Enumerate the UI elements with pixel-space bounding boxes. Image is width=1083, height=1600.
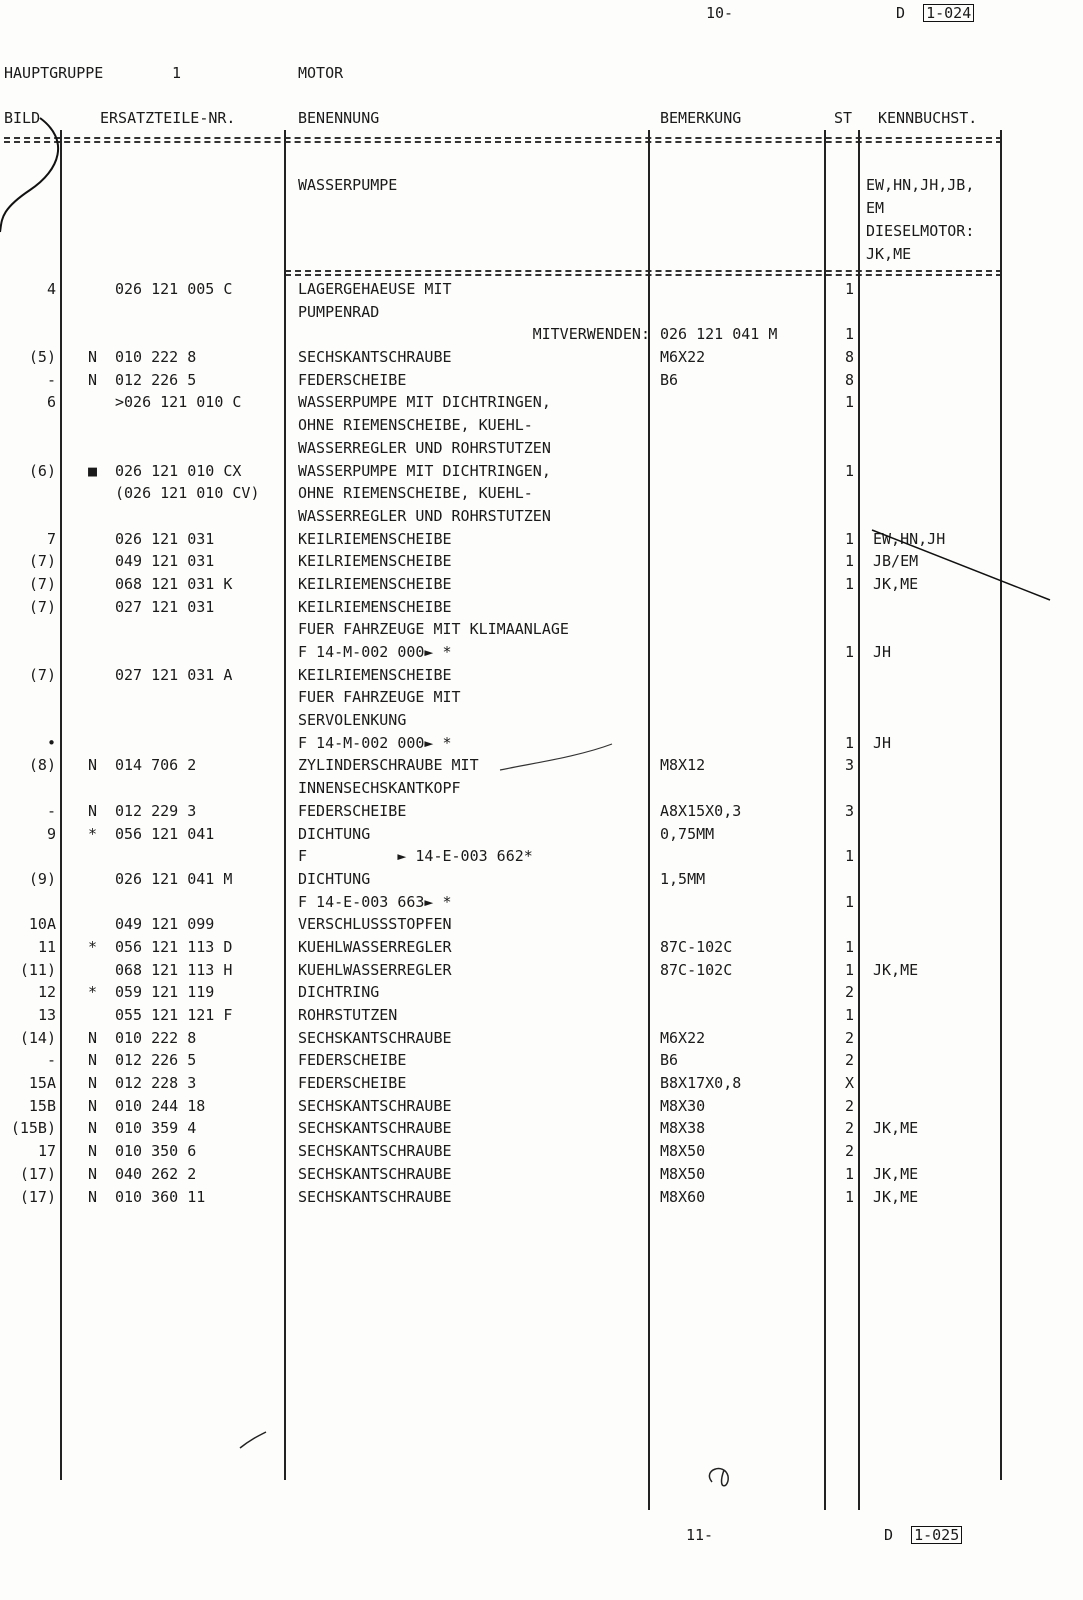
top-ref-prefix: D bbox=[896, 4, 906, 22]
row-name: WASSERPUMPE MIT DICHTRINGEN, bbox=[298, 461, 551, 480]
row-name: ROHRSTUTZEN bbox=[298, 1006, 398, 1024]
row-marker: N bbox=[88, 801, 98, 820]
pen-curve-mark bbox=[0, 118, 58, 232]
row-name: SECHSKANTSCHRAUBE bbox=[298, 1096, 452, 1115]
row-name: F 14-M-002 000► * bbox=[298, 733, 452, 752]
row-name: SECHSKANTSCHRAUBE bbox=[298, 1028, 452, 1047]
row-bild: (15B) bbox=[10, 1119, 56, 1138]
section-kenn-1: EW,HN,JH,JB, bbox=[866, 176, 975, 194]
row-part-number: 012 229 3 bbox=[115, 801, 197, 820]
row-name: KEILRIEMENSCHEIBE bbox=[298, 552, 452, 571]
row-part-number: 010 360 11 bbox=[115, 1187, 206, 1206]
row-kenn: JH bbox=[873, 643, 892, 661]
row-remark: M6X22 bbox=[660, 348, 706, 367]
row-bild: (7) bbox=[28, 574, 56, 593]
row-remark: B8X17X0,8 bbox=[660, 1074, 742, 1093]
row-remark: B6 bbox=[660, 1051, 679, 1070]
row-name: KUEHLWASSERREGLER bbox=[298, 960, 452, 979]
row-bild: 6 bbox=[46, 393, 56, 412]
row-quantity: 8 bbox=[844, 370, 854, 389]
row-part-number: 026 121 031 bbox=[115, 529, 215, 548]
row-quantity: 1 bbox=[844, 280, 854, 298]
row-part-number: (026 121 010 CV) bbox=[115, 484, 260, 503]
row-bild: 11 bbox=[37, 937, 56, 956]
row-quantity: 2 bbox=[844, 1142, 854, 1161]
col-header-kenn: KENNBUCHST. bbox=[878, 109, 978, 127]
row-kenn: JK,ME bbox=[873, 574, 919, 593]
row-name: OHNE RIEMENSCHEIBE, KUEHL- bbox=[298, 484, 533, 503]
row-kenn: JK,ME bbox=[873, 960, 919, 979]
row-marker: N bbox=[88, 756, 98, 775]
bottom-ref-prefix: D bbox=[884, 1526, 894, 1544]
row-quantity: 2 bbox=[844, 1096, 854, 1115]
row-bild: (6) bbox=[28, 461, 56, 480]
row-bild: - bbox=[46, 1051, 56, 1070]
row-marker: ■ bbox=[88, 461, 98, 480]
row-part-number: 012 226 5 bbox=[115, 1051, 197, 1070]
row-quantity: 2 bbox=[844, 1028, 854, 1047]
row-name: OHNE RIEMENSCHEIBE, KUEHL- bbox=[298, 416, 533, 435]
row-quantity: 1 bbox=[844, 643, 854, 661]
row-name: KUEHLWASSERREGLER bbox=[298, 937, 452, 956]
row-kenn: JH bbox=[873, 733, 892, 752]
row-bild: (5) bbox=[28, 348, 56, 367]
row-name: F 14-E-003 663► * bbox=[298, 892, 452, 911]
row-part-number: 068 121 031 K bbox=[115, 574, 233, 593]
row-kenn: EW,HN,JH bbox=[873, 529, 946, 548]
row-name: KEILRIEMENSCHEIBE bbox=[298, 574, 452, 593]
row-name: FUER FAHRZEUGE MIT bbox=[298, 688, 461, 707]
row-remark: M8X50 bbox=[660, 1142, 706, 1161]
row-bild: (11) bbox=[19, 960, 56, 979]
row-remark: A8X15X0,3 bbox=[660, 801, 742, 820]
row-name: FEDERSCHEIBE bbox=[298, 1051, 407, 1070]
row-quantity: 2 bbox=[844, 1119, 854, 1138]
row-quantity: X bbox=[844, 1074, 854, 1093]
row-remark: M8X30 bbox=[660, 1096, 706, 1115]
row-remark: 87C-102C bbox=[660, 937, 733, 956]
row-name: PUMPENRAD bbox=[298, 302, 380, 321]
col-header-name: BENENNUNG bbox=[298, 109, 380, 127]
row-kenn: JK,ME bbox=[873, 1119, 919, 1138]
row-name: F ► 14-E-003 662* bbox=[298, 847, 533, 866]
top-page-number: 10- bbox=[706, 4, 734, 22]
row-name: SECHSKANTSCHRAUBE bbox=[298, 348, 452, 367]
row-remark: 87C-102C bbox=[660, 960, 733, 979]
row-remark: M8X12 bbox=[660, 756, 706, 775]
pen-strike-mark bbox=[872, 530, 1050, 600]
row-name: FUER FAHRZEUGE MIT KLIMAANLAGE bbox=[298, 620, 569, 639]
row-quantity: 2 bbox=[844, 983, 854, 1002]
row-part-number: 010 359 4 bbox=[115, 1119, 197, 1138]
row-bild: 7 bbox=[46, 529, 56, 548]
row-remark: 1,5MM bbox=[660, 869, 706, 888]
row-remark: 0,75MM bbox=[660, 824, 715, 843]
row-part-number: 010 222 8 bbox=[115, 348, 197, 367]
col-header-remark: BEMERKUNG bbox=[660, 109, 742, 127]
row-name: SECHSKANTSCHRAUBE bbox=[298, 1142, 452, 1161]
row-part-number: 026 121 041 M bbox=[115, 869, 233, 888]
row-part-number: 010 244 18 bbox=[115, 1096, 206, 1115]
top-ref-box: 1-024 bbox=[923, 4, 974, 22]
row-part-number: 056 121 113 D bbox=[115, 937, 233, 956]
row-name: DICHTUNG bbox=[298, 824, 371, 843]
row-quantity: 3 bbox=[844, 756, 854, 775]
bottom-page-ref bbox=[884, 1524, 962, 1547]
row-bild: - bbox=[46, 370, 56, 389]
row-quantity: 3 bbox=[844, 801, 854, 820]
row-part-number: 068 121 113 H bbox=[115, 960, 233, 979]
row-name: WASSERREGLER UND ROHRSTUTZEN bbox=[298, 438, 551, 457]
row-marker: * bbox=[88, 983, 98, 1002]
row-quantity: 1 bbox=[844, 1006, 854, 1024]
row-bild: 15B bbox=[28, 1096, 56, 1115]
row-remark: M6X22 bbox=[660, 1028, 706, 1047]
row-kenn: JB/EM bbox=[873, 552, 919, 571]
row-part-number: 049 121 099 bbox=[115, 915, 215, 934]
row-name: SECHSKANTSCHRAUBE bbox=[298, 1187, 452, 1206]
row-name: KEILRIEMENSCHEIBE bbox=[298, 529, 452, 548]
section-kenn-4: JK,ME bbox=[866, 245, 912, 263]
pen-tick-mark bbox=[240, 1432, 266, 1448]
row-remark: B6 bbox=[660, 370, 679, 389]
row-bild: (8) bbox=[28, 756, 56, 775]
bottom-page-number: 11- bbox=[686, 1526, 714, 1544]
row-quantity: 1 bbox=[844, 574, 854, 593]
row-name: DICHTUNG bbox=[298, 869, 371, 888]
row-bild: (17) bbox=[19, 1164, 56, 1183]
row-quantity: 1 bbox=[844, 325, 854, 344]
row-marker: N bbox=[88, 1096, 98, 1115]
row-bild: 10A bbox=[28, 915, 56, 934]
row-bild: 12 bbox=[37, 983, 56, 1002]
row-marker: N bbox=[88, 1187, 98, 1206]
row-quantity: 1 bbox=[844, 393, 854, 412]
row-quantity: 1 bbox=[844, 1164, 854, 1183]
row-marker: N bbox=[88, 1142, 98, 1161]
row-part-number: 056 121 041 bbox=[115, 824, 215, 843]
row-bild: 9 bbox=[46, 824, 56, 843]
row-name: INNENSECHSKANTKOPF bbox=[298, 779, 461, 798]
row-part-number: 014 706 2 bbox=[115, 756, 197, 775]
row-part-number: 049 121 031 bbox=[115, 552, 215, 571]
row-part-number: 026 121 010 CX bbox=[115, 461, 242, 480]
row-quantity: 1 bbox=[844, 937, 854, 956]
row-part-number: 010 350 6 bbox=[115, 1142, 197, 1161]
row-marker: N bbox=[88, 370, 98, 389]
row-name: SECHSKANTSCHRAUBE bbox=[298, 1164, 452, 1183]
row-bild: (7) bbox=[28, 597, 56, 616]
row-bild: (7) bbox=[28, 552, 56, 571]
row-name: F 14-M-002 000► * bbox=[298, 643, 452, 661]
row-marker: * bbox=[88, 937, 98, 956]
row-part-number: >026 121 010 C bbox=[115, 393, 242, 412]
row-name: WASSERREGLER UND ROHRSTUTZEN bbox=[298, 506, 551, 525]
row-quantity: 1 bbox=[844, 733, 854, 752]
row-remark: 026 121 041 M bbox=[660, 325, 778, 344]
row-marker: N bbox=[88, 1164, 98, 1183]
row-marker: N bbox=[88, 1074, 98, 1093]
row-quantity: 2 bbox=[844, 1051, 854, 1070]
row-name: FEDERSCHEIBE bbox=[298, 1074, 407, 1093]
col-header-bild: BILD bbox=[4, 109, 41, 127]
row-remark: M8X50 bbox=[660, 1164, 706, 1183]
group-name: MOTOR bbox=[298, 64, 344, 82]
row-name: KEILRIEMENSCHEIBE bbox=[298, 665, 452, 684]
row-kenn: JK,ME bbox=[873, 1187, 919, 1206]
row-marker: N bbox=[88, 1051, 98, 1070]
pen-stroke-mark bbox=[500, 744, 612, 770]
row-part-number: 040 262 2 bbox=[115, 1164, 197, 1183]
bottom-ref-box: 1-025 bbox=[911, 1526, 962, 1544]
row-part-number: 010 222 8 bbox=[115, 1028, 197, 1047]
row-bild: (17) bbox=[19, 1187, 56, 1206]
row-quantity: 1 bbox=[844, 1187, 854, 1206]
section-kenn-3: DIESELMOTOR: bbox=[866, 222, 975, 240]
row-bild: (7) bbox=[28, 665, 56, 684]
col-header-part-no: ERSATZTEILE-NR. bbox=[100, 109, 236, 127]
row-bild: - bbox=[46, 801, 56, 820]
row-bild: 13 bbox=[37, 1006, 56, 1024]
row-bild: 4 bbox=[46, 280, 56, 298]
row-quantity: 1 bbox=[844, 552, 854, 571]
group-number: 1 bbox=[172, 64, 182, 82]
section-kenn-2: EM bbox=[866, 199, 885, 217]
row-quantity: 1 bbox=[844, 529, 854, 548]
row-part-number: 027 121 031 A bbox=[115, 665, 233, 684]
row-quantity: 1 bbox=[844, 847, 854, 866]
row-name: SERVOLENKUNG bbox=[298, 711, 407, 730]
row-quantity: 1 bbox=[844, 960, 854, 979]
row-part-number: 059 121 119 bbox=[115, 983, 215, 1002]
row-remark: M8X38 bbox=[660, 1119, 706, 1138]
row-name: DICHTRING bbox=[298, 983, 380, 1002]
row-name: SECHSKANTSCHRAUBE bbox=[298, 1119, 452, 1138]
row-part-number: 012 228 3 bbox=[115, 1074, 197, 1093]
row-quantity: 1 bbox=[844, 892, 854, 911]
row-marker: N bbox=[88, 348, 98, 367]
row-name: FEDERSCHEIBE bbox=[298, 370, 407, 389]
row-marker: N bbox=[88, 1119, 98, 1138]
row-bild: 17 bbox=[37, 1142, 56, 1161]
row-part-number: 012 226 5 bbox=[115, 370, 197, 389]
row-marker: N bbox=[88, 1028, 98, 1047]
row-quantity: 1 bbox=[844, 461, 854, 480]
row-bild: 15A bbox=[28, 1074, 56, 1093]
row-marker: * bbox=[88, 824, 98, 843]
row-name: KEILRIEMENSCHEIBE bbox=[298, 597, 452, 616]
row-bild: (9) bbox=[28, 869, 56, 888]
row-name: ZYLINDERSCHRAUBE MIT bbox=[298, 756, 479, 775]
row-kenn: JK,ME bbox=[873, 1164, 919, 1183]
col-header-st: ST bbox=[834, 109, 853, 127]
row-mitverwenden: MITVERWENDEN: bbox=[532, 325, 650, 344]
row-name: LAGERGEHAEUSE MIT bbox=[298, 280, 452, 298]
row-bild: • bbox=[46, 733, 56, 752]
row-name: FEDERSCHEIBE bbox=[298, 801, 407, 820]
group-label: HAUPTGRUPPE bbox=[4, 64, 104, 82]
handwritten-initial bbox=[709, 1469, 728, 1486]
row-quantity: 8 bbox=[844, 348, 854, 367]
row-name: VERSCHLUSSSTOPFEN bbox=[298, 915, 452, 934]
row-remark: M8X60 bbox=[660, 1187, 706, 1206]
row-part-number: 027 121 031 bbox=[115, 597, 215, 616]
row-part-number: 055 121 121 F bbox=[115, 1006, 233, 1024]
row-bild: (14) bbox=[19, 1028, 56, 1047]
row-name: WASSERPUMPE MIT DICHTRINGEN, bbox=[298, 393, 551, 412]
section-title: WASSERPUMPE bbox=[298, 176, 398, 194]
row-part-number: 026 121 005 C bbox=[115, 280, 233, 298]
